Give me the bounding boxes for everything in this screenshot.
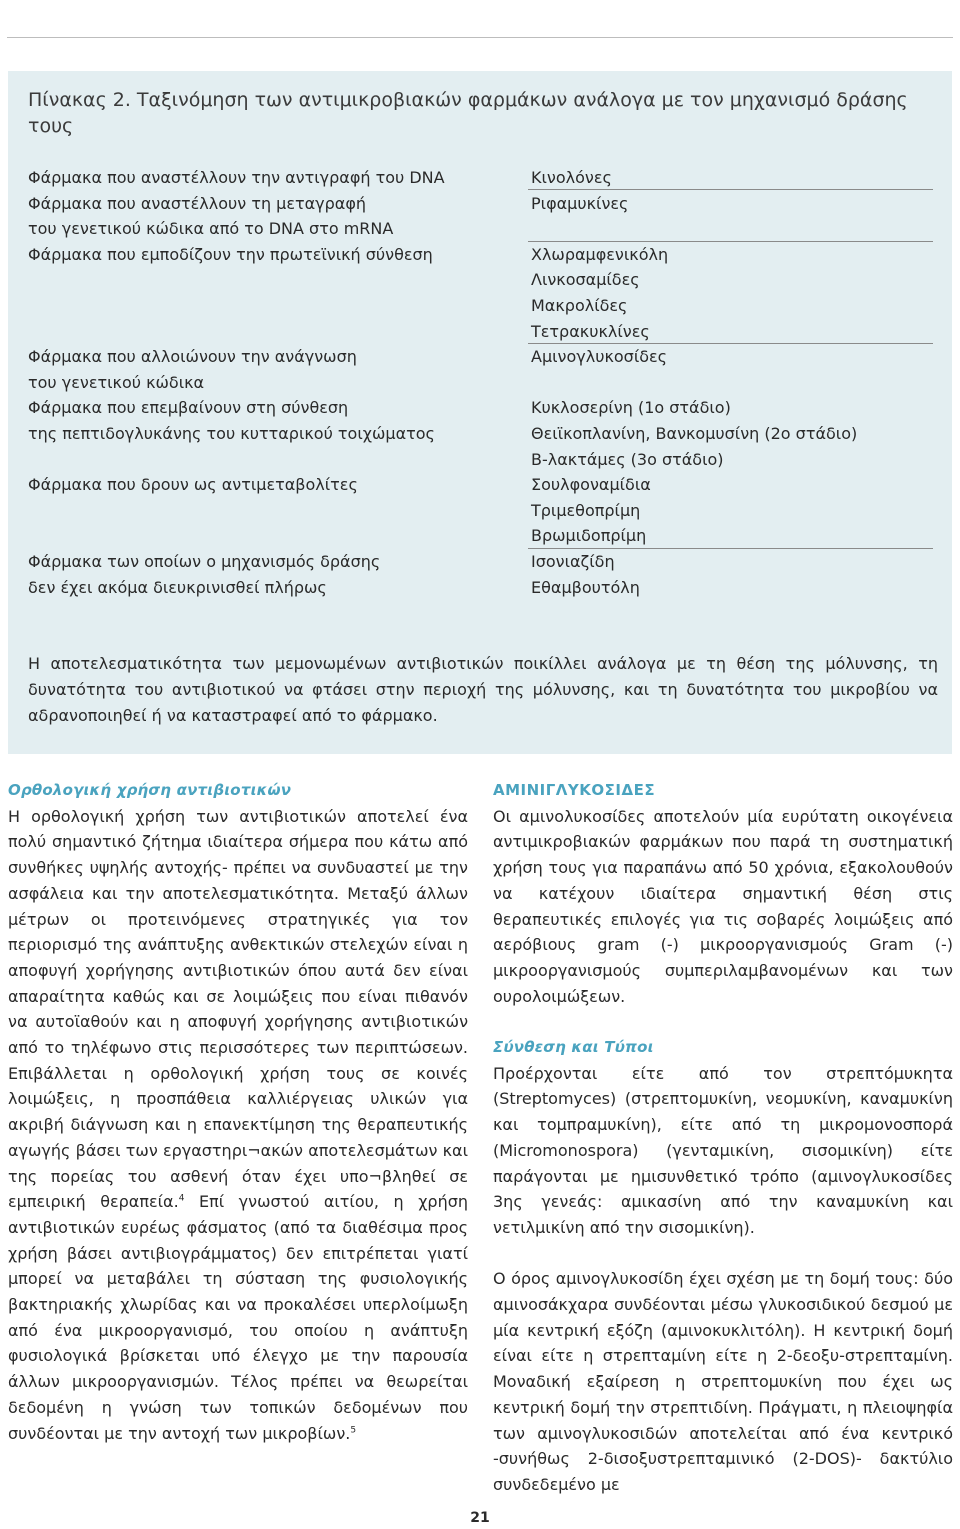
mechanism-cell: [28, 242, 518, 268]
mechanism-text: Φάρμακα που αλλοιώνουν την ανάγνωση: [28, 347, 357, 367]
table-note: Η αποτελεσματικότητα των μεμονωμένων αντιβιοτικών ποικίλλει ανάλογα με τη θέση της μόλυνσης, τη δυνατότητα του αντιβιοτικού να φτάσει στην περιοχή της μόλυνσης, και τη δυνατότητα του μικροβίου να αδρανοποιηθεί ή να καταστραφεί από το φάρμακο.: [28, 654, 938, 725]
mechanism-cell: [28, 395, 518, 446]
mechanism-text: του γενετικού κώδικα από το DNA στο mRNA: [28, 219, 394, 239]
table-title: Πίνακας 2. Ταξινόμηση των αντιμικροβιακών φαρμάκων ανάλογα με τον μηχανισμό δράσης τους: [28, 89, 908, 137]
drug-text: Αμινογλυκοσίδες: [531, 347, 668, 367]
mechanism-text: Φάρμακα που αναστέλλουν τη μεταγραφή: [28, 193, 367, 213]
mechanism-text: Φάρμακα που επεμβαίνουν στη σύνθεση: [28, 398, 349, 418]
drugs-cell: [531, 242, 941, 344]
body-paragraph: Προέρχονται είτε από τον στρεπτόμυκητα (Streptomyces) (στρεπτομυκίνη, νεομυκίνη, καναμυκίνη και τομπραμυκίνη), είτε από τη μικρομονοσπορά (Micromonospora) (γενταμικίνη, σισομικίνη) είτε παράγονται με ημισυνθετικό τρόπο (αμινογλυκοσίδες 3ης γενεάς: αμικασίνη από την καναμυκίνη και νετιλμικίνη από την σισομικίνη).: [493, 1063, 953, 1237]
drug-text: Β-λακτάμες (3ο στάδιο): [531, 449, 724, 469]
subsection-heading: Σύνθεση και Τύποι: [493, 1038, 654, 1057]
drugs-cell: [531, 472, 941, 549]
drugs-cell: [531, 549, 941, 600]
drug-text: Εθαμβουτόλη: [531, 577, 640, 597]
section-heading: ΑΜΙΝΙΓΛΥΚΟΣΙΔΕΣ: [493, 781, 656, 799]
mechanism-cell: [28, 549, 518, 600]
drugs-cell: [531, 395, 941, 472]
drug-text: Τετρακυκλίνες: [531, 321, 650, 341]
top-rule: [7, 37, 953, 38]
mechanism-text: της πεπτιδογλυκάνης του κυτταρικού τοιχώματος: [28, 423, 435, 443]
mechanism-cell: [28, 344, 518, 395]
drug-text: Ριφαμυκίνες: [531, 193, 629, 213]
section-heading: Ορθολογική χρήση αντιβιοτικών: [8, 781, 292, 799]
mechanism-text: Φάρμακα που εμποδίζουν την πρωτεϊνική σύνθεση: [28, 244, 433, 264]
paragraph-text: Η ορθολογική χρήση των αντιβιοτικών αποτελεί ένα πολύ σημαντικό ζήτημα ιδιαίτερα σήμερα που κάτω από συνθήκες υψηλής αντοχής- πρέπει να συνδυαστεί με την ασφάλεια και την αποτελεσματικότητα. Μεταξύ άλλων μέτρων οι προτεινόμενες στρατηγικές για τον περιορισμό της ανάπτυξης ανθεκτικών στελεχών είναι η αποφυγή χορήγησης αντιβιοτικών όπου αυτά δεν είναι απαραίτητα καθώς και σε λοιμώξεις που είναι πιθανόν να αυτοϊαθούν και η αποφυγή χορήγησης αντιβιοτικών από το τηλέφωνο στις περισσότερες των περιπτώσεων. Επιβάλλεται η ορθολογική χρήση τους σε κοινές λοιμώξεις, η προσπάθεια καλλιέργειας υλικών για ακριβή διάγνωση και η επανεκτίμηση της θεραπευτικής αγωγής βάσει των εργαστηρι¬ακών αποτελεσμάτων και της πορείας του ασθενή όταν έχει υπο¬βληθεί σε εμπειρική θεραπεία.: [8, 806, 468, 1212]
mechanism-cell: [28, 165, 518, 191]
reference-mark: 4: [178, 1193, 185, 1204]
right-column: [493, 778, 953, 1498]
drug-text: Τριμεθοπρίμη: [531, 500, 641, 520]
mechanism-text: Φάρμακα που δρουν ως αντιμεταβολίτες: [28, 475, 358, 495]
left-column: [8, 778, 468, 1446]
paragraph-text: Επί γνωστού αιτίου, η χρήση αντιβιοτικών ευρέως φάσματος (από τα διαθέσιμα προς χρήση βάσει αντιβιογράμματος) δεν επιτρέπεται γιατί μπορεί να μεταβάλει τη σύσταση της φυσιολογικής βακτηριακής χλωρίδας και να προκαλέσει υπερλοίμωξη από ένα μικροοργανισμό, του οποίου η ανάπτυξη φυσιολογικά βρίσκεται υπό έλεγχο με την παρουσία άλλων μικροοργανισμών. Τέλος πρέπει να θεωρείται δεδομένη η γνώση των τοπικών δεδομένων που συνδέονται με την αντοχή των μικροβίων.: [8, 1192, 469, 1443]
mechanism-text: του γενετικού κώδικα: [28, 372, 205, 392]
drugs-cell: [531, 344, 941, 370]
drug-text: Χλωραμφενικόλη: [531, 244, 669, 264]
mechanism-text: Φάρμακα που αναστέλλουν την αντιγραφή του DNA: [28, 168, 445, 187]
mechanism-cell: [28, 191, 518, 242]
drug-text: Ισονιαζίδη: [531, 552, 615, 571]
mechanism-text: δεν έχει ακόμα διευκρινισθεί πλήρως: [28, 577, 327, 597]
drug-text: Βρωμιδοπρίμη: [531, 526, 647, 546]
drug-text: Σουλφοναμίδια: [531, 475, 651, 495]
body-paragraph: Ο όρος αμινογλυκοσίδη έχει σχέση με τη δομή τους: δύο αμινοσάκχαρα συνδέονται μέσω γλυκοσιδικού δεσμού με μία κεντρική εξόζη (αμινοκυκλιτόλη). Η κεντρική δομή είναι είτε η στρεπταμίνη είτε η 2-δεοξυ-στρεπταμίνη. Μοναδική εξαίρεση η στρεπτομυκίνη που έχει ως κεντρική δομή την στρεπτιδίνη. Πράγματι, η πλειοψηφία των αμινογλυκοσιδών αποτελείται από ένα κεντρικό -συνήθως 2-δισοξυστρεπταμινικό (2-DOS)- δακτύλιο συνδεδεμένο με: [493, 1269, 953, 1494]
drugs-cell: [531, 165, 941, 191]
table-box: [8, 71, 952, 754]
mechanism-cell: [28, 472, 518, 498]
mechanism-text: Φάρμακα των οποίων ο μηχανισμός δράσης: [28, 552, 381, 571]
page-number: 21: [470, 1510, 490, 1526]
drug-text: Λινκοσαμίδες: [531, 270, 640, 290]
drugs-cell: [531, 191, 941, 217]
body-paragraph: Οι αμινολυκοσίδες αποτελούν μία ευρύτατη οικογένεια αντιμικροβιακών φαρμάκων που παρά τη συστηματική χρήση τους για παραπάνω από 50 χρόνια, εξακολουθούν να κατέχουν ιδιαίτερα σημαντική θέση στις θεραπευτικές επιλογές για τις σοβαρές λοιμώξεις από αερόβιους gram (-) μικροοργανισμούς Gram (-) μικροοργανισμούς συμπεριλαμβανομένων και των ουρολοιμώξεων.: [493, 806, 953, 1006]
body-paragraph: [8, 804, 468, 1447]
drug-text: Κυκλοσερίνη (1ο στάδιο): [531, 398, 731, 418]
reference-mark: 5: [350, 1425, 357, 1436]
drug-text: Θειϊκοπλανίνη, Βανκομυσίνη (2ο στάδιο): [531, 423, 858, 443]
drug-text: Κινολόνες: [531, 168, 612, 187]
drug-text: Μακρολίδες: [531, 295, 628, 315]
